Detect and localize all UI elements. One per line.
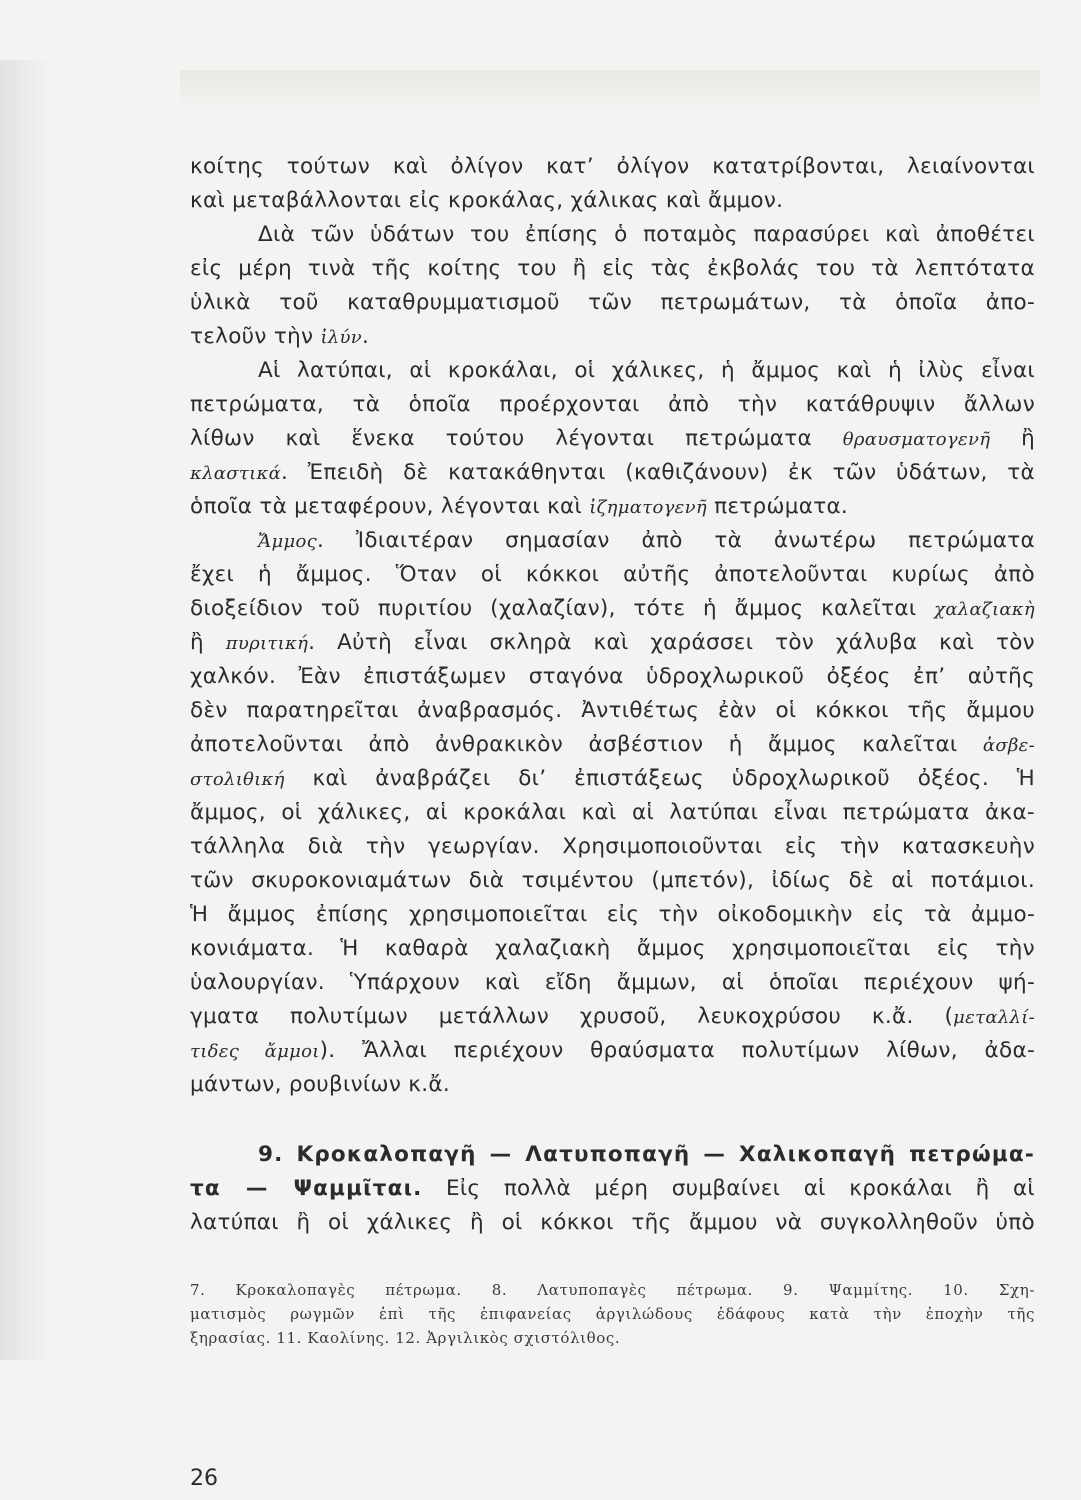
- text-line: κονιάματα. Ἡ καθαρὰ χαλαζιακὴ ἄμμος χρησιμοποιεῖται εἰς τὴν: [190, 936, 1035, 961]
- text-line: τάλληλα διὰ τὴν γεωργίαν. Χρησιμοποιοῦνται εἰς τὴν κατασκευὴν: [190, 834, 1035, 859]
- text-line: τιδες ἄμμοι). Ἄλλαι περιέχουν θραύσματα πολυτίμων λίθων, ἀδα-: [190, 1038, 1035, 1063]
- paragraph-2: [190, 218, 1035, 354]
- text-line: κλαστικά. Ἐπειδὴ δὲ κατακάθηνται (καθιζάνουν) ἐκ τῶν ὑδάτων, τὰ: [190, 460, 1035, 485]
- text-line: Αἱ λατύπαι, αἱ κροκάλαι, οἱ χάλικες, ἡ ἄμμος καὶ ἡ ἰλὺς εἶναι: [258, 358, 1035, 383]
- text-line: ἢ πυριτική. Αὐτὴ εἶναι σκληρὰ καὶ χαράσσει τὸν χάλυβα καὶ τὸν: [190, 630, 1035, 655]
- text-line: μάντων, ρουβινίων κ.ἄ.: [190, 1072, 450, 1097]
- book-page: [190, 150, 1035, 1350]
- text-line: ἄμμος, οἱ χάλικες, αἱ κροκάλαι καὶ αἱ λατύπαι εἶναι πετρώματα ἀκα-: [190, 800, 1035, 825]
- text-line: Ἄμμος. Ἰδιαιτέραν σημασίαν ἀπὸ τὰ ἀνωτέρω πετρώματα: [258, 528, 1035, 553]
- term-italic: ἀσβε-: [982, 735, 1035, 756]
- term-italic: ἰλύν: [320, 327, 363, 348]
- text-line: λίθων καὶ ἕνεκα τούτου λέγονται πετρώματα θραυσματογενῆ ἢ: [190, 426, 1036, 451]
- term-italic: πυριτική: [225, 633, 309, 654]
- term-italic: χαλαζιακὴ: [934, 599, 1035, 620]
- caption-line: ξηρασίας. 11. Καολίνης. 12. Ἀργιλικὸς σχιστόλιθος.: [190, 1329, 621, 1347]
- page-edge-shadow: [0, 60, 50, 1360]
- paragraph-3: [190, 354, 1035, 524]
- text-line: ὁποῖα τὰ μεταφέρουν, λέγονται καὶ ἰζηματογενῆ πετρώματα.: [190, 494, 849, 519]
- term-italic: μεταλλί-: [953, 1007, 1035, 1028]
- text-line: λατύπαι ἢ οἱ χάλικες ἢ οἱ κόκκοι τῆς ἄμμου νὰ συγκολληθοῦν ὑπὸ: [190, 1210, 1035, 1235]
- text-line: ἀποτελοῦνται ἀπὸ ἀνθρακικὸν ἀσβέστιον ἡ ἄμμος καλεῖται ἀσβε-: [190, 732, 1035, 757]
- caption-line: ματισμὸς ρωγμῶν ἐπὶ τῆς ἐπιφανείας ἀργιλώδους ἐδάφους κατὰ τὴν ἐποχὴν τῆς: [190, 1305, 1035, 1323]
- section-9: [190, 1138, 1035, 1240]
- term-italic: κλαστικά: [190, 463, 282, 484]
- bleed-through: [180, 70, 1040, 110]
- paragraph-4: [190, 524, 1035, 1102]
- term-italic: στολιθική: [190, 769, 285, 790]
- term-italic: Ἄμμος: [258, 531, 318, 552]
- section-heading-cont: τα — Ψαμμῖται.: [190, 1176, 423, 1201]
- term-italic: τιδες ἄμμοι: [190, 1041, 320, 1062]
- text-line: τα — Ψαμμῖται. Εἰς πολλὰ μέρη συμβαίνει αἱ κροκάλαι ἢ αἱ: [190, 1176, 1036, 1201]
- text-line: ὑαλουργίαν. Ὑπάρχουν καὶ εἴδη ἄμμων, αἱ ὁποῖαι περιέχουν ψή-: [190, 970, 1035, 995]
- text-line: Διὰ τῶν ὑδάτων του ἐπίσης ὁ ποταμὸς παρασύρει καὶ ἀποθέτει: [258, 222, 1035, 247]
- text-line: κοίτης τούτων καὶ ὀλίγον κατ’ ὀλίγον κατατρίβονται, λειαίνονται: [190, 154, 1035, 179]
- text-line: στολιθική καὶ ἀναβράζει δι’ ἐπιστάξεως ὑδροχλωρικοῦ ὀξέος. Ἡ: [190, 766, 1035, 791]
- text-line: πετρώματα, τὰ ὁποῖα προέρχονται ἀπὸ τὴν κατάθρυψιν ἄλλων: [190, 392, 1035, 417]
- caption-line: 7. Κροκαλοπαγὲς πέτρωμα. 8. Λατυποπαγὲς πέτρωμα. 9. Ψαμμίτης. 10. Σχη-: [190, 1281, 1035, 1299]
- term-italic: ἰζηματογενῆ: [589, 497, 707, 518]
- text-line: τῶν σκυροκονιαμάτων διὰ τσιμέντου (μπετόν), ἰδίως δὲ αἱ ποτάμιοι.: [190, 868, 1035, 893]
- page-number: 26: [190, 1466, 218, 1491]
- text-line: Ἡ ἄμμος ἐπίσης χρησιμοποιεῖται εἰς τὴν οἰκοδομικὴν εἰς τὰ ἀμμο-: [190, 902, 1035, 927]
- text-line: γματα πολυτίμων μετάλλων χρυσοῦ, λευκοχρύσου κ.ἄ. (μεταλλί-: [190, 1004, 1035, 1029]
- text-line: ἔχει ἡ ἄμμος. Ὅταν οἱ κόκκοι αὐτῆς ἀποτελοῦνται κυρίως ἀπὸ: [190, 562, 1035, 587]
- text-line: τελοῦν τὴν ἰλύν.: [190, 324, 370, 349]
- text-line: χαλκόν. Ἐὰν ἐπιστάξωμεν σταγόνα ὑδροχλωρικοῦ ὀξέος ἐπ’ αὐτῆς: [190, 664, 1035, 689]
- text-line: διοξείδιον τοῦ πυριτίου (χαλαζίαν), τότε ἡ ἄμμος καλεῖται χαλαζιακὴ: [190, 596, 1035, 621]
- text-line: καὶ μεταβάλλονται εἰς κροκάλας, χάλικας καὶ ἄμμον.: [190, 188, 784, 213]
- text-line: δὲν παρατηρεῖται ἀναβρασμός. Ἀντιθέτως ἐὰν οἱ κόκκοι τῆς ἄμμου: [190, 698, 1035, 723]
- section-heading: 9. Κροκαλοπαγῆ — Λατυποπαγῆ — Χαλικοπαγῆ πετρώμα-: [258, 1142, 1035, 1167]
- text-line: ὑλικὰ τοῦ καταθρυμματισμοῦ τῶν πετρωμάτων, τὰ ὁποῖα ἀπο-: [190, 290, 1035, 315]
- figure-captions: [190, 1278, 1035, 1350]
- paragraph-1: [190, 150, 1035, 218]
- text-line: εἰς μέρη τινὰ τῆς κοίτης του ἢ εἰς τὰς ἐκβολάς του τὰ λεπτότατα: [190, 256, 1035, 281]
- term-italic: θραυσματογενῆ: [842, 429, 991, 450]
